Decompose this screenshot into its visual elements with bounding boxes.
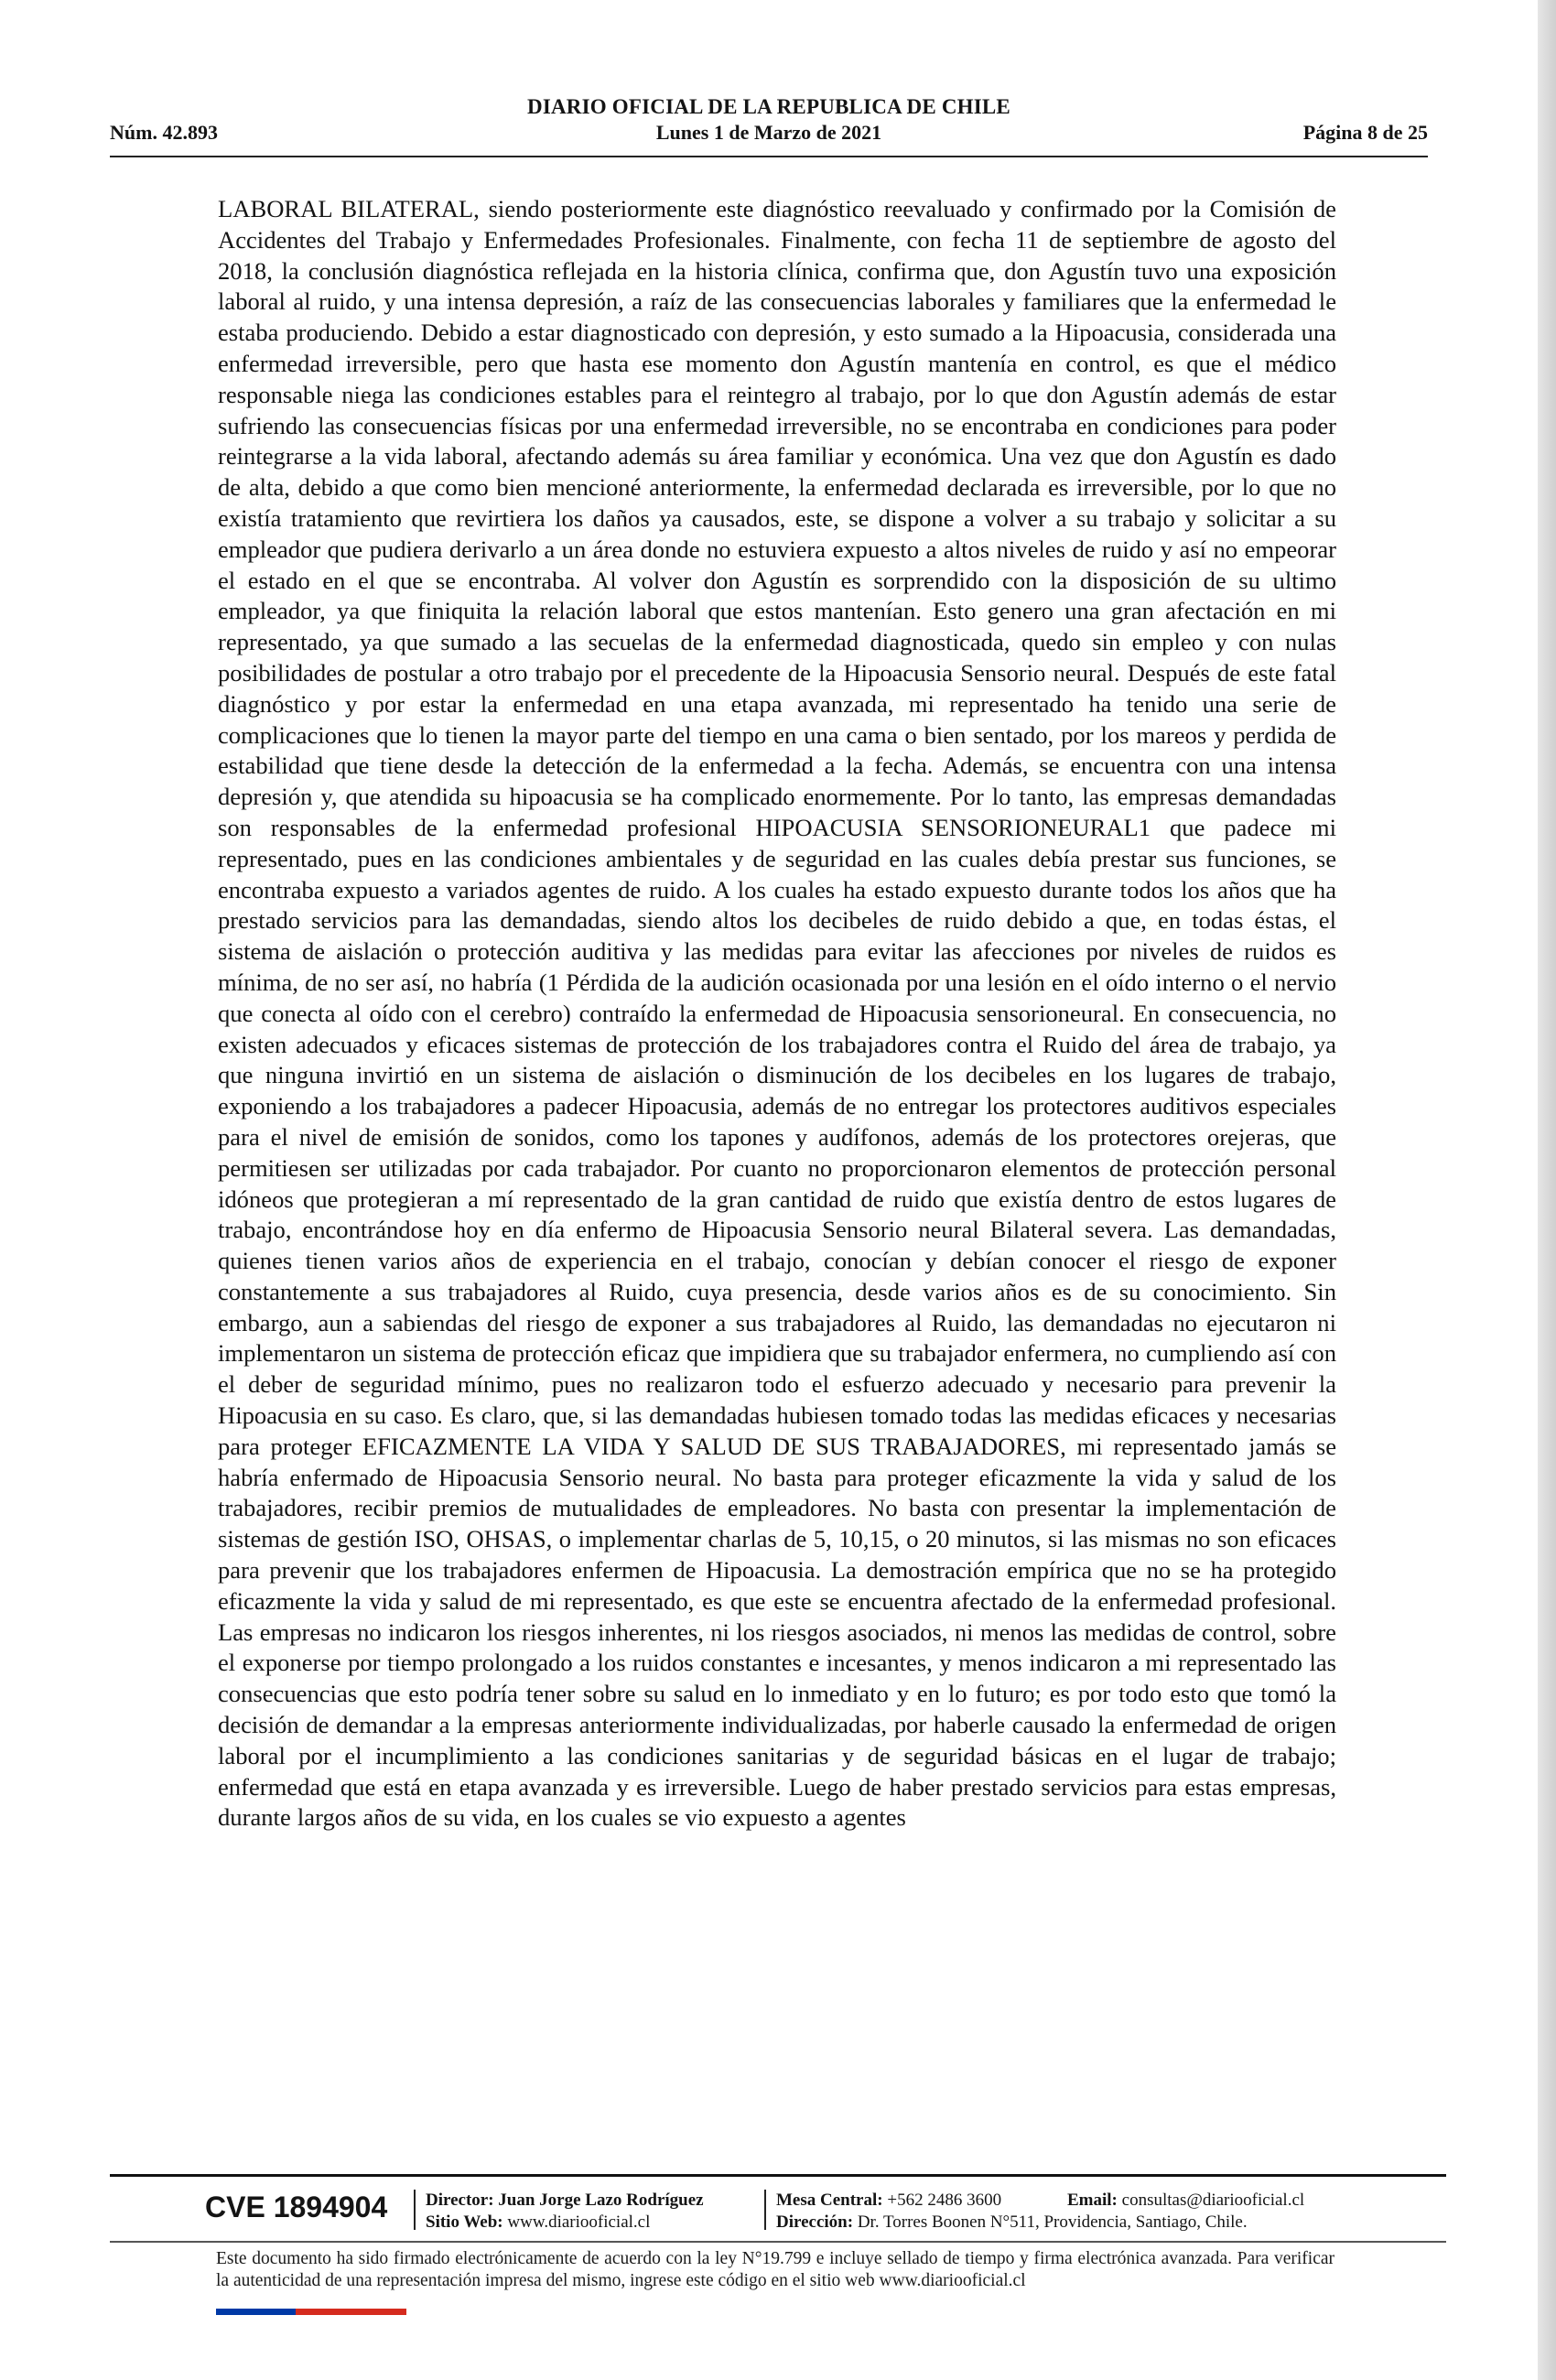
page-indicator: Página 8 de 25	[1302, 121, 1428, 144]
newspaper-title: DIARIO OFICIAL DE LA REPUBLICA DE CHILE	[527, 95, 1010, 118]
footer-separator	[764, 2190, 766, 2230]
email-label: Email:	[1067, 2191, 1118, 2210]
header-info-row	[110, 121, 1428, 148]
director-name: Juan Jorge Lazo Rodríguez	[498, 2191, 704, 2210]
website-link[interactable]: www.diariooficial.cl	[507, 2212, 651, 2232]
document-body-text: LABORAL BILATERAL, siendo posteriormente este diagnóstico reevaluado y confirmado por la Comisión de Accidentes del Trabajo y Enfermedades Profesionales. Finalmente, con fecha 11 de septiembre de agosto del 2018, la conclusión diagnóstica reflejada en la historia clínica, confirma que, don Agustín tuvo una exposición laboral al ruido, y una intensa depresión, a raíz de las consecuencias laborales y familiares que la enfermedad le estaba produciendo. Debido a estar diagnosticado con depresión, y esto sumado a la Hipoacusia, considerada una enfermedad irreversible, pero que hasta ese momento don Agustín mantenía en control, es que el médico responsable niega las condiciones estables para el reintegro al trabajo, por lo que don Agustín además de estar sufriendo las consecuencias físicas por una enfermedad irreversible, no se encontraba en condiciones para poder reintegrarse a la vida laboral, afectando además su área familiar y económica. Una vez que don Agustín es dado de alta, debido a que como bien mencioné anteriormente, la enfermedad declarada es irreversible, por lo que no existía tratamiento que revirtiera los daños ya causados, este, se dispone a volver a su trabajo y solicitar a su empleador que pudiera derivarlo a un área donde no estuviera expuesto a altos niveles de ruido y así no empeorar el estado en el que se encontraba. Al volver don Agustín es sorprendido con la disposición de su ultimo empleador, ya que finiquita la relación laboral que estos mantenían. Esto genero una gran afectación en mi representado, ya que sumado a las secuelas de la enfermedad diagnosticada, quedo sin empleo y con nulas posibilidades de postular a otro trabajo por el precedente de la Hipoacusia Sensorio neural. Después de este fatal diagnóstico y por estar la enfermedad en una etapa avanzada, mi representado ha tenido una serie de complicaciones que lo tienen la mayor parte del tiempo en una cama o bien sentado, por los mareos y perdida de estabilidad que tiene desde la detección de la enfermedad a la fecha. Además, se encuentra con una intensa depresión y, que atendida su hipoacusia se ha complicado enormemente. Por lo tanto, las empresas demandadas son responsables de la enfermedad profesional HIPOACUSIA SENSORIONEURAL1 que padece mi representado, pues en las condiciones ambientales y de seguridad en las cuales debía prestar sus funciones, se encontraba expuesto a variados agentes de ruido. A los cuales ha estado expuesto durante todos los años que ha prestado servicios para las demandadas, siendo altos los decibeles de ruido debido a que, en todas éstas, el sistema de aislación o protección auditiva y las medidas para evitar las afecciones por niveles de ruidos es mínima, de no ser así, no habría (1 Pérdida de la audición ocasionada por una lesión en el oído interno o el nervio que conecta al oído con el cerebro) contraído la enfermedad de Hipoacusia sensorioneural. En consecuencia, no existen adecuados y eficaces sistemas de protección de los trabajadores contra el Ruido del área de trabajo, ya que ninguna invirtió en un sistema de aislación o disminución de los decibeles en los lugares de trabajo, exponiendo a los trabajadores a padecer Hipoacusia, además de no entregar los protectores auditivos especiales para el nivel de emisión de sonidos, como los tapones y audífonos, además de los protectores orejeras, que permitiesen ser utilizadas por cada trabajador. Por cuanto no proporcionaron elementos de protección personal idóneos que protegieran a mí representado de la gran cantidad de ruido que existía dentro de estos lugares de trabajo, encontrándose hoy en día enfermo de Hipoacusia Sensorio neural Bilateral severa. Las demandadas, quienes tienen varios años de experiencia en el trabajo, conocían y debían conocer el riesgo de exponer constantemente a sus trabajadores al Ruido, cuya presencia, desde varios años es de su conocimiento. Sin embargo, aun a sabiendas del riesgo de exponer a sus trabajadores al Ruido, las demandadas no ejecutaron ni implementaron un sistema de protección eficaz que impidiera que su trabajador enfermera, no cumpliendo así con el deber de seguridad mínimo, pues no realizaron todo el esfuerzo adecuado y necesario para prevenir la Hipoacusia en su caso. Es claro, que, si las demandadas hubiesen tomado todas las medidas eficaces y necesarias para proteger EFICAZMENTE LA VIDA Y SALUD DE SUS TRABAJADORES, mi representado jamás se habría enfermado de Hipoacusia Sensorio neural. No basta para proteger eficazmente la vida y salud de los trabajadores, recibir premios de mutualidades de empleadores. No basta con presentar la implementación de sistemas de gestión ISO, OHSAS, o implementar charlas de 5, 10,15, o 20 minutos, si las mismas no son eficaces para prevenir que los trabajadores enfermen de Hipoacusia. La demostración empírica que no se ha protegido eficazmente la vida y salud de mi representado, es que este se encuentra afectado de la enfermedad profesional. Las empresas no indicaron los riesgos inherentes, ni los riesgos asociados, ni menos las medidas de control, sobre el exponerse por tiempo prolongado a los ruidos constantes e incesantes, y menos indicaron a mi representado las consecuencias que esto podría tener sobre su salud en lo inmediato y en lo futuro; es por todo esto que tomó la decisión de demandar a la empresas anteriormente individualizadas, por haberle causado la enfermedad de origen laboral por el incumplimiento a las condiciones sanitarias y de seguridad básicas en el lugar de trabajo; enfermedad que está en etapa avanzada y es irreversible. Luego de haber prestado servicios para estas empresas, durante largos años de su vida, en los cuales se vio expuesto a agentes	[218, 195, 1336, 1832]
header-divider	[110, 156, 1428, 157]
cve-code: CVE 1894904	[205, 2191, 388, 2223]
director-label: Director:	[426, 2191, 494, 2210]
footer-separator	[414, 2190, 416, 2230]
issue-date: Lunes 1 de Marzo de 2021	[655, 121, 882, 144]
issue-number: Núm. 42.893	[110, 121, 218, 144]
flag-blue-segment	[216, 2309, 296, 2315]
email-link[interactable]: consultas@diariooficial.cl	[1121, 2191, 1305, 2210]
footer-divider-secondary	[110, 2241, 1446, 2243]
address-text: Dr. Torres Boonen N°511, Providencia, Santiago, Chile.	[857, 2212, 1248, 2232]
footer-director-block	[426, 2190, 755, 2234]
footer-divider	[110, 2174, 1446, 2177]
footer-contact-block	[776, 2190, 1344, 2234]
electronic-signature-notice: Este documento ha sido firmado electrónicamente de acuerdo con la ley N°19.799 e incluye sellado de tiempo y firma electrónica avanzada. Para verificar la autenticidad de una representación impresa del mismo, ingrese este código en el sitio web www.diariooficial.cl	[216, 2249, 1334, 2290]
website-label: Sitio Web:	[426, 2212, 503, 2232]
phone-number: +562 2486 3600	[887, 2191, 1002, 2210]
phone-label: Mesa Central:	[776, 2191, 883, 2210]
page-edge-shadow	[1538, 0, 1556, 2380]
address-label: Dirección:	[776, 2212, 854, 2232]
chile-flag-stripe	[216, 2309, 406, 2315]
flag-red-segment	[296, 2309, 406, 2315]
email-group	[1067, 2190, 1304, 2212]
page-header	[110, 92, 1428, 157]
